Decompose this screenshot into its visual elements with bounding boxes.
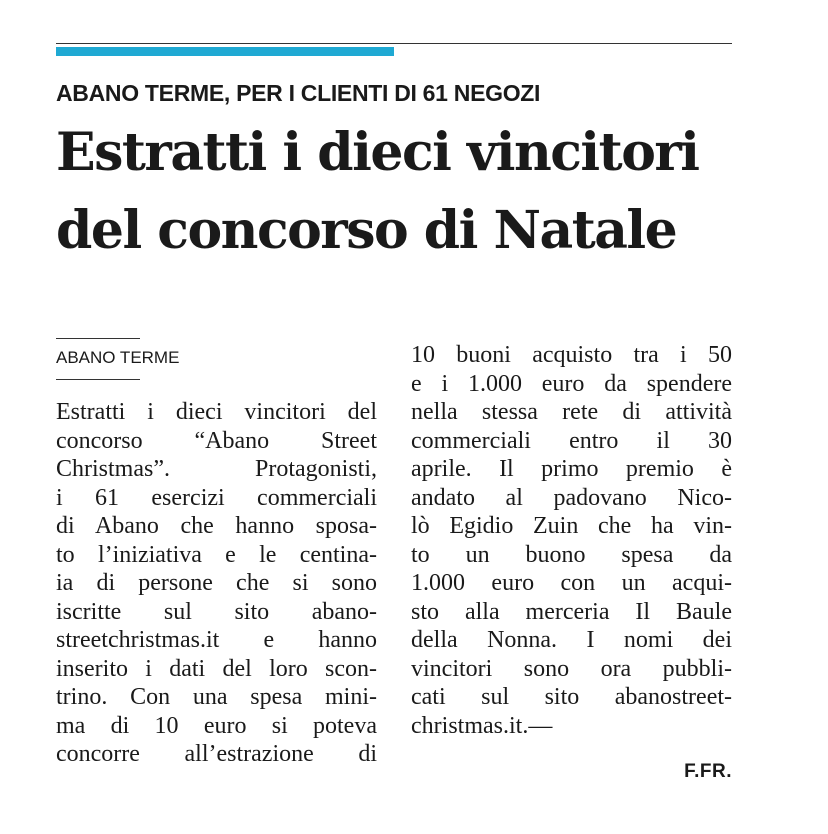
body-line: lò Egidio Zuin che ha vin- bbox=[411, 513, 732, 539]
dateline-rule-top bbox=[56, 338, 140, 339]
body-line: Christmas”. Protagonisti, bbox=[56, 456, 377, 482]
body-line: vincitori sono ora pubbli- bbox=[411, 655, 732, 682]
body-line: concorso “Abano Street bbox=[56, 427, 377, 454]
kicker: ABANO TERME, PER I CLIENTI DI 61 NEGOZI bbox=[56, 80, 541, 106]
body-line: cati sul sito abanostreet- bbox=[411, 684, 732, 710]
body-line: i 61 esercizi commerciali bbox=[56, 484, 377, 511]
body-line: concorre all’estrazione di bbox=[56, 741, 377, 767]
accent-bar bbox=[56, 47, 394, 56]
body-column-right bbox=[411, 341, 732, 740]
body-line: e i 1.000 euro da spendere bbox=[411, 370, 732, 397]
body-line: trino. Con una spesa mini- bbox=[56, 684, 377, 710]
body-line: inserito i dati del loro scon- bbox=[56, 655, 377, 682]
body-line: aprile. Il primo premio è bbox=[411, 456, 732, 482]
body-line: ia di persone che si sono bbox=[56, 570, 377, 596]
headline-line: Estratti i dieci vincitori bbox=[56, 122, 699, 183]
headline-line: del concorso di Natale bbox=[56, 200, 677, 261]
body-line: sto alla merceria Il Baule bbox=[411, 598, 732, 625]
body-line: andato al padovano Nico- bbox=[411, 484, 732, 511]
body-line: 10 buoni acquisto tra i 50 bbox=[411, 342, 732, 368]
body-line: nella stessa rete di attività bbox=[411, 399, 732, 425]
body-line: commerciali entro il 30 bbox=[411, 427, 732, 454]
headline bbox=[56, 114, 699, 270]
body-line: christmas.it.— bbox=[411, 712, 553, 739]
body-line: streetchristmas.it e hanno bbox=[56, 627, 377, 653]
body-line: to un buono spesa da bbox=[411, 541, 732, 568]
body-line: di Abano che hanno sposa- bbox=[56, 513, 377, 539]
byline: F.FR. bbox=[684, 761, 732, 782]
body-line: ma di 10 euro si poteva bbox=[56, 712, 377, 739]
body-column-left bbox=[56, 398, 377, 769]
body-line: to l’iniziativa e le centina- bbox=[56, 541, 377, 568]
dateline-rule-bottom bbox=[56, 379, 140, 380]
body-line: 1.000 euro con un acqui- bbox=[411, 570, 732, 596]
body-line: iscritte sul sito abano- bbox=[56, 598, 377, 625]
dateline: ABANO TERME bbox=[56, 348, 180, 367]
body-line: della Nonna. I nomi dei bbox=[411, 627, 732, 653]
top-rule bbox=[56, 43, 732, 44]
body-line: Estratti i dieci vincitori del bbox=[56, 399, 377, 425]
